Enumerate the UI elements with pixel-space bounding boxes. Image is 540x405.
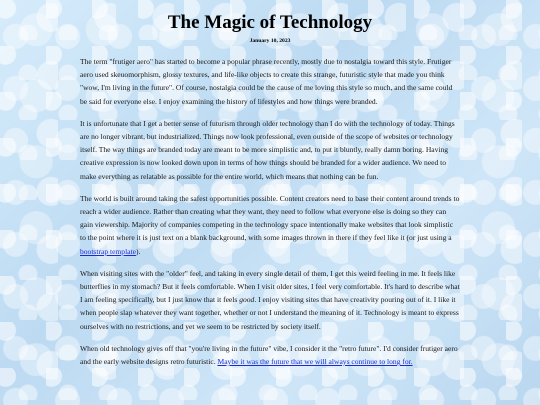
paragraph-4-end: . I enjoy visiting sites that have creativity pouring out of it. I like it when people slap whatever they want together, whether or not I understand the meaning of it. Technology is meant to express ourselves with no restrictions, and yet we seem to be restricted by society itself. bbox=[80, 295, 459, 331]
paragraph-3 bbox=[80, 192, 460, 258]
article-title: The Magic of Technology bbox=[167, 12, 373, 33]
emphasis-good: good bbox=[239, 295, 255, 305]
paragraph-3-text: The world is built around taking the safest opportunities possible. Content creators need to base their content around trends to reach a wider audience. Rather than creating what they want, they need to follow what everyone else is doing so they can gain viewership. Majority of companies competing in the technology space intentionally make websites that look simplistic to the point where it is just text on a blank background, with some images thrown in there if they feel like it (or just using a bbox=[80, 193, 460, 243]
future-link[interactable]: Maybe it was the future that we will always continue to long for. bbox=[217, 357, 413, 367]
paragraph-5 bbox=[80, 342, 460, 368]
paragraph-4-text: When visiting sites with the "older" feel, and taking in every single detail of them, I get this weird feeling in me. It feels like butterflies in my stomach? But it feels comfortable. When I visit older sites, I feel very comfortable. It's hard to describe what I am feeling specifically, but I just know that it feels bbox=[80, 268, 460, 305]
article-page bbox=[80, 0, 460, 405]
paragraph-3-end: ). bbox=[135, 246, 141, 256]
paragraph-4 bbox=[80, 267, 460, 333]
paragraph-1: The term "frutiger aero" has started to become a popular phrase recently, mostly due to nostalgia toward this style. Frutiger aero used skeuomorphism, glossy textures, and life-like objects to create this strange, futuristic style that made you think "wow, I'm living in the future". Of course, nostalgia could be the cause of me loving this style so much, and the same could be said for everyone else. I enjoy examining the history of lifestyles and how things were branded. bbox=[80, 57, 453, 106]
bootstrap-template-link[interactable]: bootstrap template bbox=[80, 246, 136, 256]
article-date: January 10, 2023 bbox=[249, 38, 291, 44]
paragraph-5-text: When old technology gives off that "you're living in the future" vibe, I consider it the "retro future". I'd consider frutiger aero and the early website designs retro futuristic. bbox=[80, 343, 458, 367]
paragraph-2: It is unfortunate that I get a better sense of futurism through older technology than I do with the technology of today. Things are no longer vibrant, but industrialized. Things now look professional, even outside of the scope of websites or technology itself. The way things are branded today are meant to be more simplistic and, to put it bluntly, really damn boring. Having creative expression is now looked down upon in terms of how things should be branded for a wider audience. We need to make everything as relatable as possible for the entire world, which means that nothing can be fun. bbox=[80, 118, 455, 181]
